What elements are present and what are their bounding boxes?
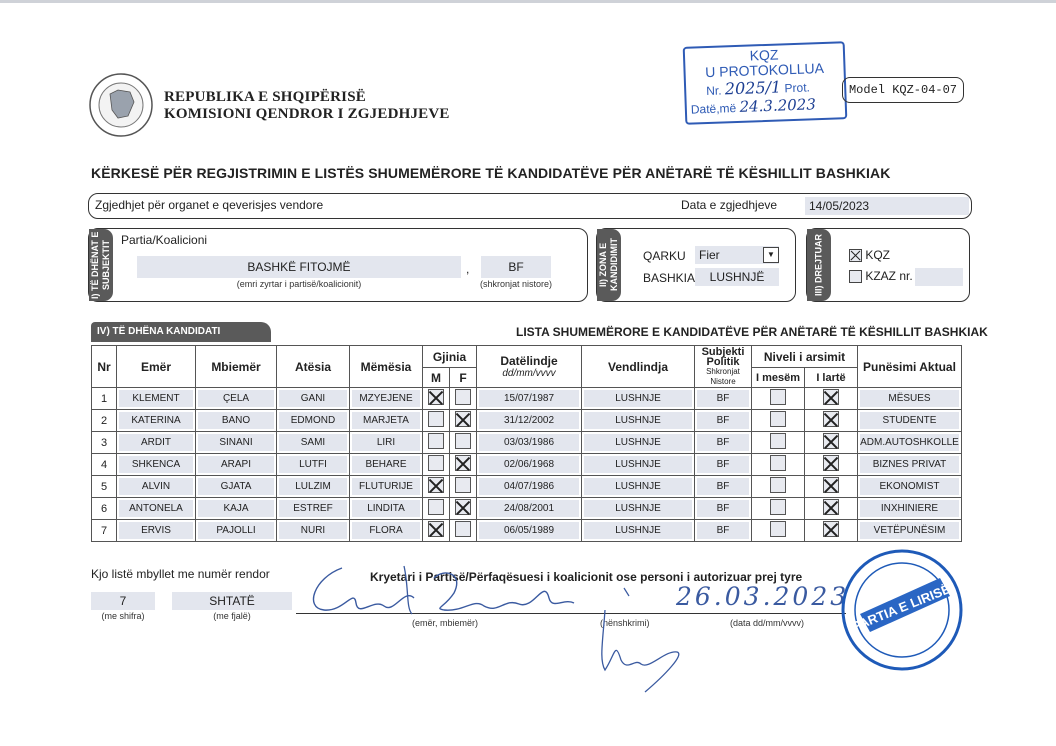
cell-edu-mesem-checkbox[interactable] [770, 433, 786, 449]
cell-gender-f-checkbox[interactable] [455, 411, 471, 427]
cell-datelindje [477, 454, 582, 476]
cell-edu-mesem-checkbox[interactable] [770, 455, 786, 471]
col-arsimi: Niveli i arsimit [752, 346, 858, 368]
cell-memesia [350, 454, 423, 476]
cell-gender-f-checkbox[interactable] [455, 455, 471, 471]
cell-mbiemer-value[interactable]: BANO [198, 412, 274, 429]
table-row [92, 520, 962, 542]
cell-datelindje [477, 520, 582, 542]
table-row [92, 410, 962, 432]
cell-vendlindja-value[interactable]: LUSHNJE [584, 522, 692, 539]
cell-nr: 6 [92, 498, 117, 520]
cell-gender-m-checkbox[interactable] [428, 521, 444, 537]
cell-nr: 4 [92, 454, 117, 476]
cell-mbiemer [196, 454, 277, 476]
cell-mbiemer [196, 520, 277, 542]
cell-memesia-value[interactable]: LINDITA [352, 500, 420, 517]
cell-gender-m [423, 388, 450, 410]
cell-punesimi [858, 476, 962, 498]
cell-mbiemer [196, 388, 277, 410]
cell-subjekti-value[interactable]: BF [697, 522, 749, 539]
date-caption: (data dd/mm/vvvv) [730, 618, 805, 628]
stamp-line2: U PROTOKOLLUA [704, 59, 825, 81]
cell-atesia-value[interactable]: SAMI [279, 434, 347, 451]
cell-memesia [350, 476, 423, 498]
cell-atesia [277, 520, 350, 542]
party-stamp [840, 548, 964, 672]
commission-name: KOMISIONI QENDROR I ZGJEDHJEVE [164, 106, 450, 122]
cell-memesia [350, 498, 423, 520]
cell-datelindje [477, 388, 582, 410]
cell-gender-f [450, 520, 477, 542]
cell-edu-larte [805, 498, 858, 520]
cell-gender-f [450, 476, 477, 498]
cell-mbiemer-value[interactable]: SINANI [198, 434, 274, 451]
cell-edu-larte-checkbox[interactable] [823, 477, 839, 493]
cell-edu-mesem [752, 432, 805, 454]
cell-mbiemer-value[interactable]: ARAPI [198, 456, 274, 473]
cell-emer-value[interactable]: SHKENCA [119, 456, 193, 473]
digits-caption: (me shifra) [101, 611, 145, 621]
form-title: KËRKESË PËR REGJISTRIMIN E LISTËS SHUMEMËRORE TË KANDIDATËVE PËR ANËTARË TË KËSHILLIT BASHKIAK [91, 165, 891, 181]
name-caption: (emër, mbiemër) [412, 618, 479, 628]
table-row [92, 476, 962, 498]
cell-emer-value[interactable]: ERVIS [119, 522, 193, 539]
cell-gender-f-checkbox[interactable] [455, 433, 471, 449]
qarku-select[interactable] [695, 246, 779, 264]
cell-mbiemer [196, 410, 277, 432]
cell-atesia-value[interactable]: LULZIM [279, 478, 347, 495]
cell-subjekti-value[interactable]: BF [697, 412, 749, 429]
cell-edu-mesem-checkbox[interactable] [770, 477, 786, 493]
cell-mbiemer [196, 476, 277, 498]
section-addressed [806, 228, 970, 302]
cell-memesia [350, 520, 423, 542]
cell-gender-m-checkbox[interactable] [428, 477, 444, 493]
table-row [92, 454, 962, 476]
candidates-section-tab: IV) TË DHËNA KANDIDATI [91, 322, 271, 342]
party-abbr-field[interactable]: BF [481, 256, 551, 278]
table-row [92, 498, 962, 520]
cell-nr: 1 [92, 388, 117, 410]
cell-subjekti [695, 388, 752, 410]
cell-edu-mesem-checkbox[interactable] [770, 389, 786, 405]
cell-gender-m [423, 520, 450, 542]
election-date-field[interactable]: 14/05/2023 [805, 197, 969, 215]
section-subject [88, 228, 588, 302]
cell-gender-m [423, 476, 450, 498]
cell-datelindje-value[interactable]: 06/05/1989 [479, 522, 579, 539]
cell-gender-f [450, 498, 477, 520]
cell-punesimi-value[interactable]: BIZNES PRIVAT [860, 456, 959, 473]
closing-number-digits[interactable]: 7 [91, 592, 155, 610]
cell-vendlindja-value[interactable]: LUSHNJE [584, 390, 692, 407]
candidates-table [91, 345, 962, 542]
col-mbiemer: Mbiemër [196, 346, 277, 388]
cell-gender-f-checkbox[interactable] [455, 521, 471, 537]
cell-subjekti [695, 410, 752, 432]
cell-punesimi-value[interactable]: EKONOMIST [860, 478, 959, 495]
col-nr: Nr [92, 346, 117, 388]
cell-emer-value[interactable]: ALVIN [119, 478, 193, 495]
cell-atesia [277, 388, 350, 410]
cell-atesia [277, 410, 350, 432]
cell-mbiemer [196, 498, 277, 520]
table-row [92, 432, 962, 454]
cell-subjekti [695, 498, 752, 520]
cell-punesimi [858, 410, 962, 432]
cell-nr: 7 [92, 520, 117, 542]
col-datelindje-label: Datëlindje [500, 354, 558, 368]
col-emer: Emër [117, 346, 196, 388]
cell-emer [117, 432, 196, 454]
stamp-line1: KQZ [749, 46, 779, 64]
cell-atesia-value[interactable]: NURI [279, 522, 347, 539]
cell-gender-f [450, 388, 477, 410]
cell-memesia [350, 432, 423, 454]
col-gjinia: Gjinia [423, 346, 477, 368]
cell-memesia-value[interactable]: LIRI [352, 434, 420, 451]
cell-subjekti-value[interactable]: BF [697, 390, 749, 407]
cell-punesimi [858, 498, 962, 520]
kzaz-number-field[interactable] [915, 268, 963, 286]
party-name-field[interactable]: BASHKË FITOJMË [137, 256, 461, 278]
col-memesia: Mëmësia [350, 346, 423, 388]
cell-edu-mesem [752, 520, 805, 542]
handwritten-signature [585, 600, 695, 695]
bashkia-label: BASHKIA [643, 271, 696, 285]
cell-gender-m-checkbox[interactable] [428, 411, 444, 427]
stamp-nr-label: Nr. [706, 83, 722, 99]
cell-edu-mesem [752, 410, 805, 432]
cell-subjekti-value[interactable]: BF [697, 500, 749, 517]
cell-emer-value[interactable]: ARDIT [119, 434, 193, 451]
cell-memesia-value[interactable]: BEHARE [352, 456, 420, 473]
cell-nr: 3 [92, 432, 117, 454]
party-stamp-text: PARTIA E LIRISË [849, 581, 953, 635]
cell-datelindje-value[interactable]: 15/07/1987 [479, 390, 579, 407]
section-subject-label: I) TË DHËNAT E SUBJEKTIT [89, 229, 113, 301]
signature-caption: (nënshkrimi) [600, 618, 650, 628]
section-zone [596, 228, 796, 302]
cell-datelindje-value[interactable]: 02/06/1968 [479, 456, 579, 473]
cell-punesimi-value[interactable]: STUDENTE [860, 412, 959, 429]
cell-gender-m-checkbox[interactable] [428, 455, 444, 471]
cell-gender-f [450, 432, 477, 454]
cell-edu-larte [805, 410, 858, 432]
cell-memesia [350, 410, 423, 432]
cell-edu-larte [805, 388, 858, 410]
party-abbr-caption: (shkronjat nistore) [479, 279, 553, 289]
cell-punesimi-value[interactable]: MËSUES [860, 390, 959, 407]
cell-mbiemer-value[interactable]: KAJA [198, 500, 274, 517]
cell-atesia [277, 476, 350, 498]
cell-gender-f-checkbox[interactable] [455, 477, 471, 493]
cell-vendlindja-value[interactable]: LUSHNJE [584, 500, 692, 517]
republic-name: REPUBLIKA E SHQIPËRISË [164, 89, 366, 105]
cell-edu-mesem [752, 454, 805, 476]
stamp-prot-label: Prot. [784, 80, 811, 96]
cell-punesimi [858, 520, 962, 542]
cell-datelindje-value[interactable]: 24/08/2001 [479, 500, 579, 517]
cell-vendlindja-value[interactable]: LUSHNJE [584, 478, 692, 495]
cell-edu-larte [805, 454, 858, 476]
cell-datelindje [477, 410, 582, 432]
kzaz-label: KZAZ nr. [865, 269, 913, 283]
stamp-nr-value: 2025/1 [724, 77, 782, 99]
cell-gender-f-checkbox[interactable] [455, 389, 471, 405]
cell-subjekti [695, 520, 752, 542]
cell-vendlindja-value[interactable]: LUSHNJE [584, 456, 692, 473]
cell-atesia-value[interactable]: LUTFI [279, 456, 347, 473]
cell-punesimi [858, 388, 962, 410]
cell-gender-m [423, 498, 450, 520]
col-atesia: Atësia [277, 346, 350, 388]
cell-edu-larte-checkbox[interactable] [823, 433, 839, 449]
cell-mbiemer-value[interactable]: PAJOLLI [198, 522, 274, 539]
cell-gender-m-checkbox[interactable] [428, 389, 444, 405]
col-subjekti-sub: Shkronjat Nistore [706, 366, 740, 386]
cell-emer [117, 520, 196, 542]
cell-subjekti-value[interactable]: BF [697, 478, 749, 495]
table-row [92, 388, 962, 410]
cell-datelindje [477, 476, 582, 498]
cell-edu-larte-checkbox[interactable] [823, 455, 839, 471]
cell-gender-m [423, 432, 450, 454]
cell-edu-mesem [752, 388, 805, 410]
cell-vendlindja [582, 520, 695, 542]
cell-edu-larte-checkbox[interactable] [823, 411, 839, 427]
cell-punesimi-value[interactable]: VETËPUNËSIM [860, 522, 959, 539]
cell-edu-mesem-checkbox[interactable] [770, 521, 786, 537]
cell-vendlindja [582, 432, 695, 454]
cell-mbiemer-value[interactable]: GJATA [198, 478, 274, 495]
col-punesimi: Punësimi Aktual [858, 346, 962, 388]
cell-emer [117, 410, 196, 432]
closing-label: Kjo listë mbyllet me numër rendor [91, 567, 270, 581]
cell-vendlindja [582, 410, 695, 432]
cell-mbiemer [196, 432, 277, 454]
cell-datelindje-value[interactable]: 03/03/1986 [479, 434, 579, 451]
party-name-caption: (emri zyrtar i partisë/koalicionit) [236, 279, 362, 289]
cell-emer-value[interactable]: KATERINA [119, 412, 193, 429]
dropdown-arrow-icon[interactable]: ▼ [763, 247, 779, 263]
election-date-label: Data e zgjedhjeve [681, 198, 778, 212]
stamp-date-value: 24.3.2023 [739, 95, 817, 116]
kqz-emblem [88, 72, 154, 138]
cell-punesimi-value[interactable]: ADM.AUTOSHKOLLE [860, 434, 959, 451]
cell-vendlindja [582, 388, 695, 410]
cell-vendlindja [582, 498, 695, 520]
stamp-date-label: Datë,më [690, 101, 737, 117]
cell-gender-f [450, 454, 477, 476]
cell-emer [117, 498, 196, 520]
cell-atesia [277, 498, 350, 520]
cell-punesimi-value[interactable]: INXHINIERE [860, 500, 959, 517]
cell-emer-value[interactable]: KLEMENT [119, 390, 193, 407]
list-title: LISTA SHUMEMËRORE E KANDIDATËVE PËR ANËTARË TË KËSHILLIT BASHKIAK [516, 325, 988, 339]
cell-emer-value[interactable]: ANTONELA [119, 500, 193, 517]
handwritten-date: 26.03.2023 [676, 582, 850, 611]
bashkia-field[interactable]: LUSHNJË [695, 268, 779, 286]
cell-punesimi [858, 432, 962, 454]
cell-nr: 2 [92, 410, 117, 432]
qarku-value: Fier [699, 248, 720, 262]
kqz-checkbox[interactable] [849, 249, 862, 262]
cell-subjekti-value[interactable]: BF [697, 456, 749, 473]
col-mesem: I mesëm [752, 368, 805, 388]
cell-atesia [277, 454, 350, 476]
cell-subjekti-value[interactable]: BF [697, 434, 749, 451]
handwritten-name [294, 548, 634, 628]
party-comma: , [466, 262, 470, 276]
cell-memesia-value[interactable]: MZYEJENE [352, 390, 420, 407]
cell-edu-larte-checkbox[interactable] [823, 499, 839, 515]
cell-edu-larte [805, 520, 858, 542]
cell-gender-f [450, 410, 477, 432]
cell-emer [117, 388, 196, 410]
col-subjekti-label: Subjekti Politik [701, 345, 745, 368]
cell-gender-m-checkbox[interactable] [428, 433, 444, 449]
col-vendlindja: Vendlindja [582, 346, 695, 388]
cell-edu-larte [805, 476, 858, 498]
cell-datelindje-value[interactable]: 04/07/1986 [479, 478, 579, 495]
col-m: M [423, 368, 450, 388]
cell-subjekti [695, 454, 752, 476]
election-row [88, 193, 972, 219]
qarku-label: QARKU [643, 249, 686, 263]
section-addressed-label: III) DREJTUAR [807, 229, 831, 301]
cell-gender-m [423, 410, 450, 432]
cell-emer [117, 454, 196, 476]
signatory-label: Kryetari i Partisë/Përfaqësuesi i koalicionit ose personi i autorizuar prej tyre [370, 570, 803, 584]
cell-atesia-value[interactable]: GANI [279, 390, 347, 407]
cell-memesia-value[interactable]: FLORA [352, 522, 420, 539]
col-f: F [450, 368, 477, 388]
col-subjekti [695, 346, 752, 388]
cell-vendlindja [582, 476, 695, 498]
cell-subjekti [695, 432, 752, 454]
cell-gender-m [423, 454, 450, 476]
closing-number-words[interactable]: SHTATË [172, 592, 292, 610]
election-label: Zgjedhjet për organet e qeverisjes vendore [95, 198, 324, 212]
cell-nr: 5 [92, 476, 117, 498]
cell-mbiemer-value[interactable]: ÇELA [198, 390, 274, 407]
cell-edu-mesem [752, 476, 805, 498]
cell-datelindje-value[interactable]: 31/12/2002 [479, 412, 579, 429]
protocol-stamp [683, 41, 848, 125]
cell-edu-mesem [752, 498, 805, 520]
words-caption: (me fjalë) [213, 611, 251, 621]
cell-vendlindja-value[interactable]: LUSHNJE [584, 434, 692, 451]
cell-datelindje [477, 432, 582, 454]
cell-memesia [350, 388, 423, 410]
cell-memesia-value[interactable]: MARJETA [352, 412, 420, 429]
cell-edu-mesem-checkbox[interactable] [770, 411, 786, 427]
cell-punesimi [858, 454, 962, 476]
col-datelindje [477, 346, 582, 388]
cell-datelindje [477, 498, 582, 520]
kqz-label: KQZ [865, 248, 891, 262]
cell-gender-m-checkbox[interactable] [428, 499, 444, 515]
cell-vendlindja [582, 454, 695, 476]
cell-edu-mesem-checkbox[interactable] [770, 499, 786, 515]
cell-edu-larte-checkbox[interactable] [823, 521, 839, 537]
col-datelindje-format: dd/mm/vvvv [502, 368, 556, 379]
cell-atesia [277, 432, 350, 454]
cell-memesia-value[interactable]: FLUTURIJE [352, 478, 420, 495]
col-larte: I lartë [805, 368, 858, 388]
cell-gender-f-checkbox[interactable] [455, 499, 471, 515]
party-label: Partia/Koalicioni [121, 233, 208, 247]
cell-subjekti [695, 476, 752, 498]
cell-edu-larte [805, 432, 858, 454]
cell-vendlindja-value[interactable]: LUSHNJE [584, 412, 692, 429]
cell-edu-larte-checkbox[interactable] [823, 389, 839, 405]
model-code: Model KQZ-04-07 [842, 77, 964, 103]
cell-atesia-value[interactable]: ESTREF [279, 500, 347, 517]
cell-atesia-value[interactable]: EDMOND [279, 412, 347, 429]
section-zone-label: II) ZONA E KANDIDIMIT [597, 229, 621, 301]
kzaz-checkbox[interactable] [849, 270, 862, 283]
cell-emer [117, 476, 196, 498]
top-edge [0, 0, 1056, 3]
